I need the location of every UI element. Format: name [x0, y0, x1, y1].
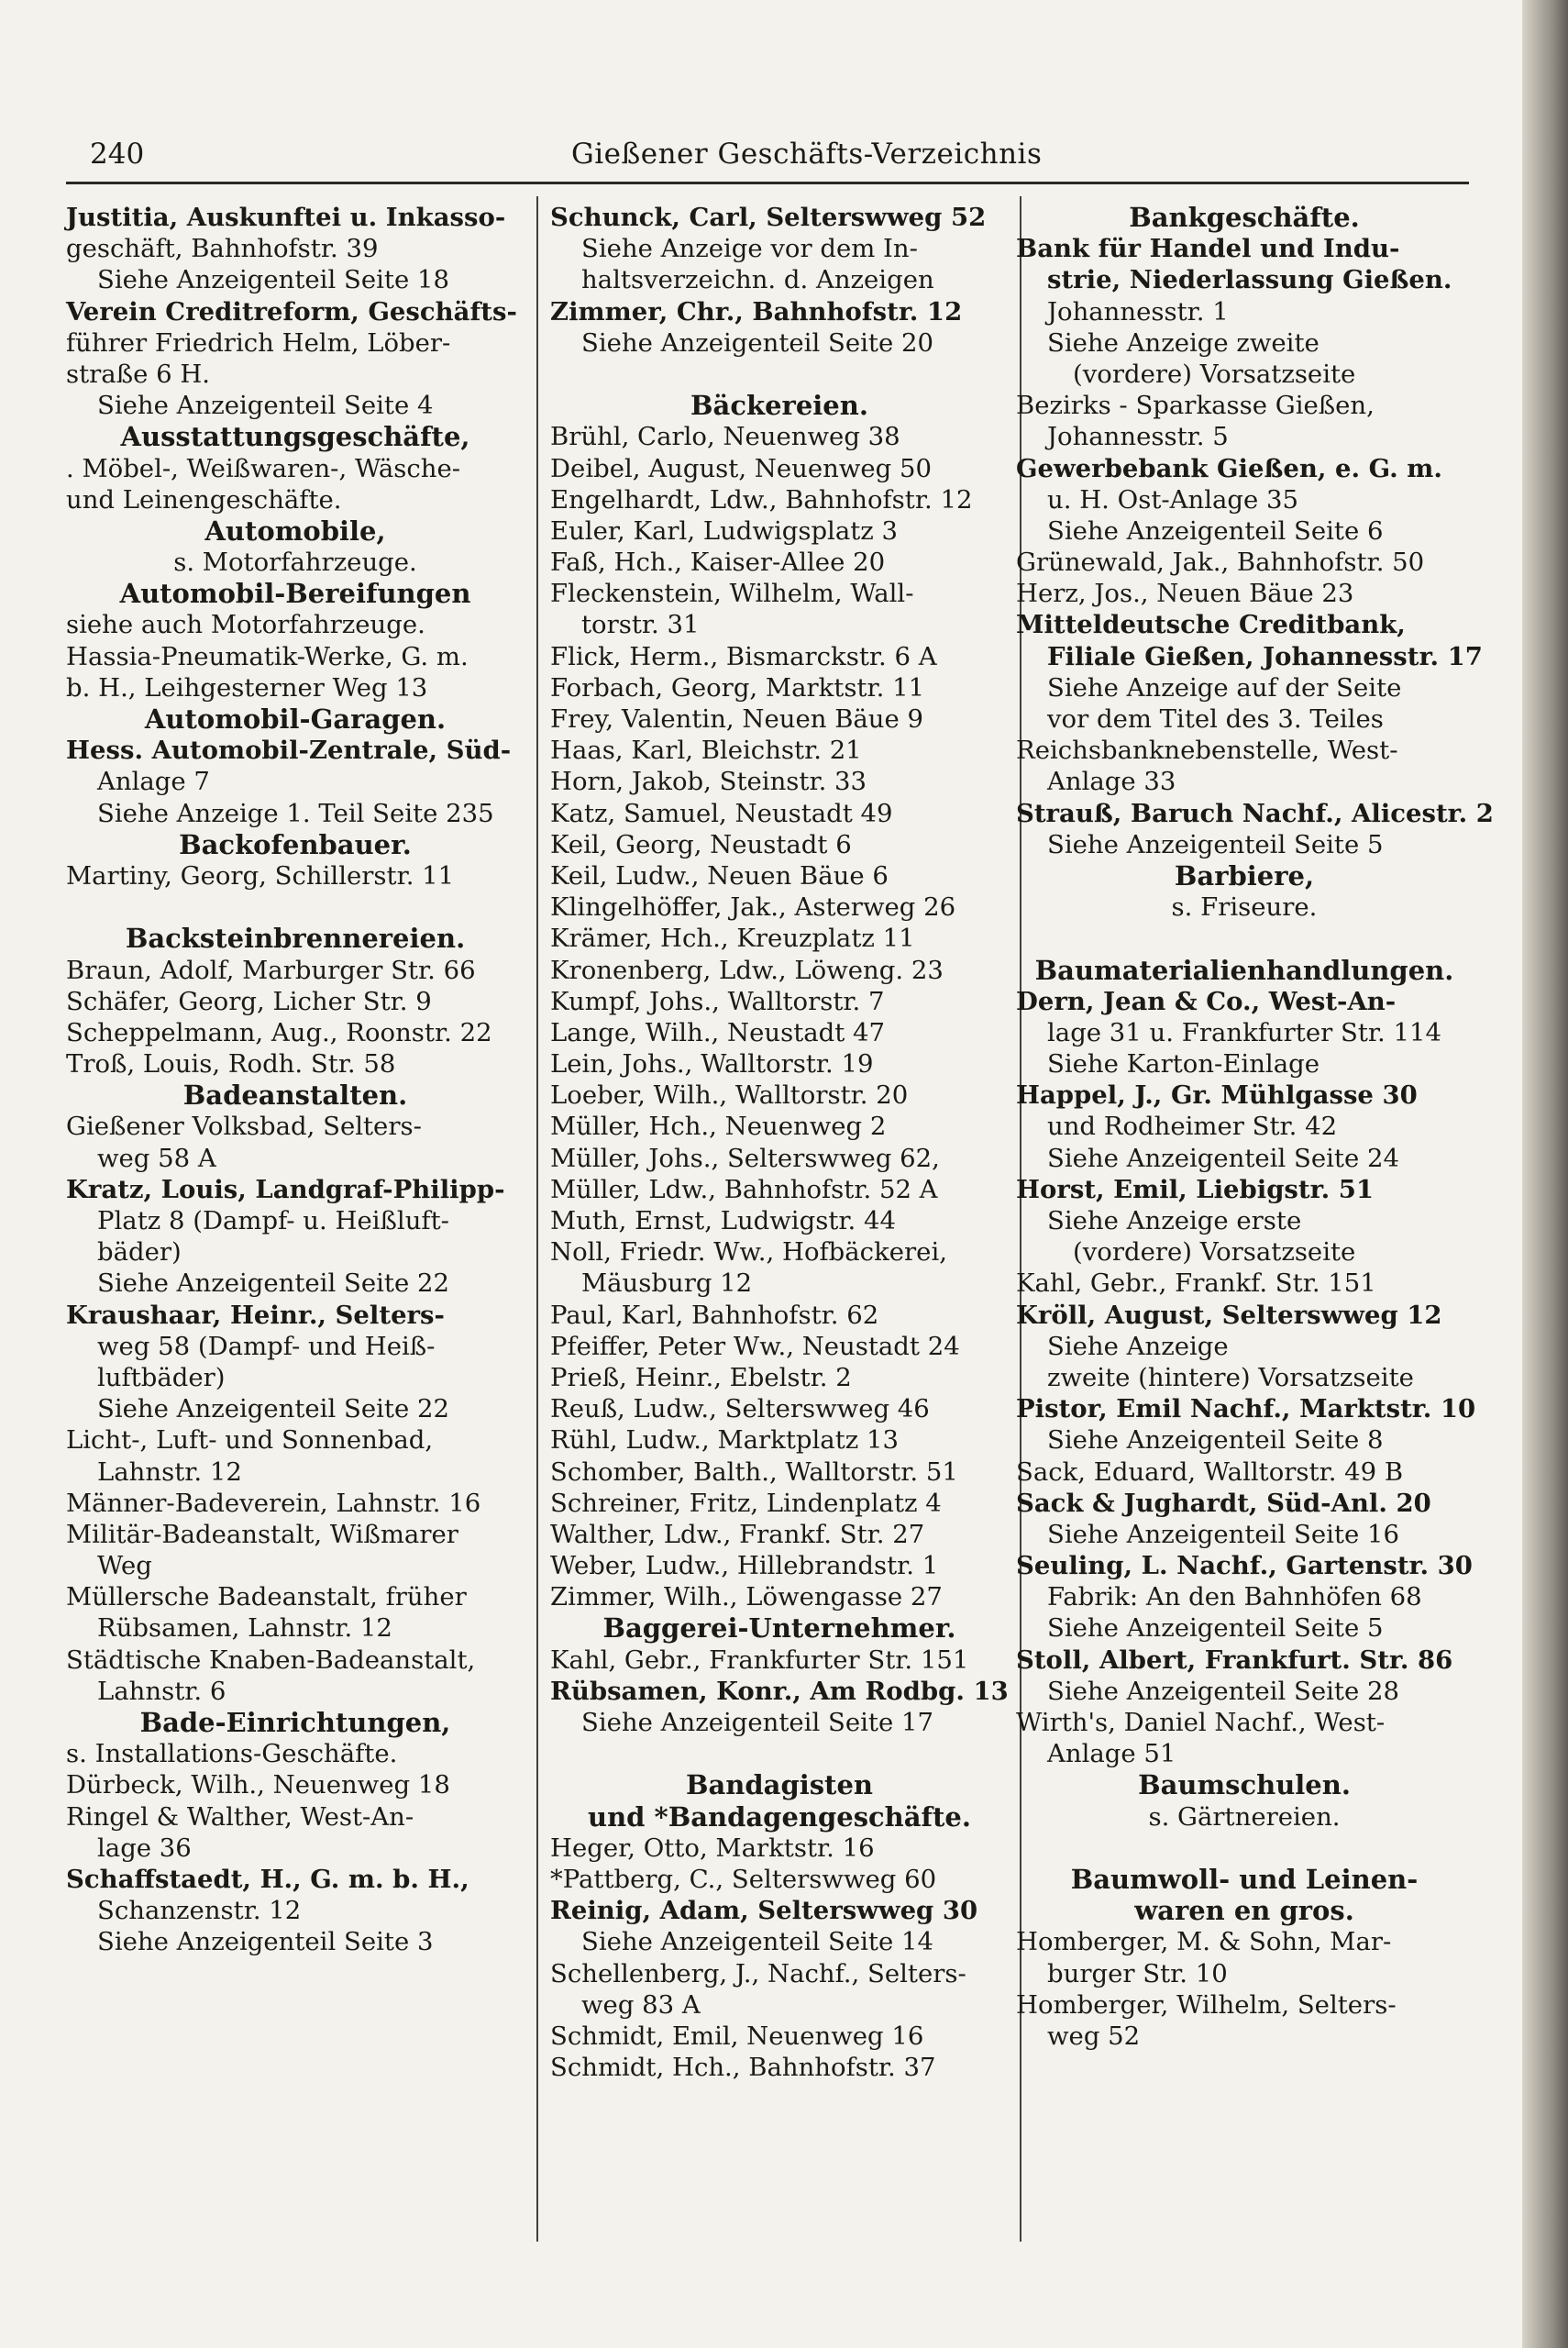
- directory-entry-line: Troß, Louis, Rodh. Str. 58: [66, 1049, 396, 1080]
- directory-entry-line: Schunck, Carl, Selterswweg 52: [550, 203, 987, 232]
- directory-entry-line: Horn, Jakob, Steinstr. 33: [550, 767, 867, 797]
- directory-entry-line: Homberger, M. & Sohn, Mar-: [1016, 1927, 1392, 1957]
- directory-entry-line: Haas, Karl, Bleichstr. 21: [550, 736, 862, 766]
- directory-entry-line: Müller, Ldw., Bahnhofstr. 52 A: [550, 1174, 938, 1204]
- spacer: [66, 892, 525, 923]
- directory-entry-line: Siehe Anzeigenteil Seite 24: [1047, 1143, 1399, 1173]
- directory-entry-line: Siehe Anzeigenteil Seite 20: [581, 327, 933, 358]
- directory-entry-line: Mitteldeutsche Creditbank,: [1016, 610, 1406, 640]
- directory-entry-line: Siehe Anzeigenteil Seite 22: [97, 1394, 449, 1424]
- section-heading: Automobile,: [204, 515, 386, 547]
- directory-entry-line: weg 52: [1047, 2021, 1141, 2051]
- directory-entry-line: Fleckenstein, Wilhelm, Wall-: [550, 579, 914, 609]
- directory-entry-line: Loeber, Wilh., Walltorstr. 20: [550, 1080, 909, 1111]
- header-rule: [66, 182, 1469, 184]
- directory-entry-line: Schäfer, Georg, Licher Str. 9: [66, 986, 432, 1016]
- directory-entry-line: Sack, Eduard, Walltorstr. 49 B: [1016, 1456, 1404, 1487]
- section-heading: Baumschulen.: [1138, 1769, 1351, 1801]
- directory-entry-line: haltsverzeichn. d. Anzeigen: [581, 265, 934, 295]
- directory-entry-line: Lahnstr. 12: [97, 1456, 242, 1487]
- directory-entry-line: strie, Niederlassung Gießen.: [1047, 265, 1452, 295]
- directory-entry-line: Braun, Adolf, Marburger Str. 66: [66, 955, 476, 985]
- directory-entry-line: s. Installations-Geschäfte.: [66, 1739, 398, 1769]
- directory-entry-line: Städtische Knaben-Badeanstalt,: [66, 1645, 476, 1675]
- directory-entry-line: Noll, Friedr. Ww., Hofbäckerei,: [550, 1237, 947, 1268]
- directory-entry-line: Herz, Jos., Neuen Bäue 23: [1016, 579, 1354, 609]
- directory-entry-line: Anlage 7: [97, 767, 210, 797]
- directory-entry-line: Siehe Anzeigenteil Seite 22: [97, 1268, 449, 1299]
- page-header: [90, 138, 1470, 176]
- directory-entry-line: Siehe Anzeige erste: [1047, 1206, 1302, 1235]
- directory-entry-line: Sack & Jughardt, Süd-Anl. 20: [1016, 1488, 1431, 1518]
- directory-entry-line: Siehe Anzeigenteil Seite 18: [97, 265, 449, 295]
- directory-entry-line: Siehe Karton-Einlage: [1047, 1049, 1320, 1080]
- directory-entry-line: Justitia, Auskunftei u. Inkasso-: [66, 203, 506, 232]
- directory-entry-line: Siehe Anzeigenteil Seite 17: [581, 1708, 933, 1737]
- directory-entry-line: (vordere) Vorsatzseite: [1073, 359, 1356, 389]
- directory-entry-line: Pfeiffer, Peter Ww., Neustadt 24: [550, 1331, 960, 1361]
- section-heading: Barbiere,: [1174, 859, 1315, 892]
- section-heading: Bandagisten: [685, 1769, 873, 1801]
- column-divider: [536, 196, 538, 2242]
- directory-entry-line: siehe auch Motorfahrzeuge.: [66, 610, 425, 640]
- directory-entry-line: Gießener Volksbad, Selters-: [66, 1112, 422, 1142]
- directory-entry-line: Pistor, Emil Nachf., Marktstr. 10: [1016, 1394, 1476, 1424]
- directory-entry-line: Deibel, August, Neuenweg 50: [550, 453, 932, 483]
- directory-entry-line: *Pattberg, C., Selterswweg 60: [550, 1864, 937, 1894]
- directory-entry-line: (vordere) Vorsatzseite: [1073, 1237, 1356, 1268]
- directory-entry-line: Schmidt, Emil, Neuenweg 16: [550, 2021, 924, 2051]
- directory-entry-line: lage 36: [97, 1833, 192, 1863]
- section-heading: Bade-Einrichtungen,: [139, 1707, 451, 1738]
- directory-entry-line: Platz 8 (Dampf- u. Heißluft-: [97, 1206, 449, 1235]
- section-heading: Automobil-Bereifungen: [119, 578, 471, 610]
- directory-entry-line: Kahl, Gebr., Frankf. Str. 151: [1016, 1268, 1376, 1299]
- page-title: Gießener Geschäfts-Verzeichnis: [571, 138, 1043, 171]
- directory-entry-line: Homberger, Wilhelm, Selters-: [1016, 1989, 1397, 2020]
- directory-column-1: [66, 202, 525, 1958]
- directory-entry-line: Strauß, Baruch Nachf., Alicestr. 2: [1016, 798, 1494, 828]
- directory-entry-line: Kraushaar, Heinr., Selters-: [66, 1300, 445, 1330]
- directory-entry-line: Siehe Anzeigenteil Seite 6: [1047, 515, 1384, 546]
- section-heading: Badeanstalten.: [182, 1080, 408, 1112]
- directory-entry-line: Faß, Hch., Kaiser-Allee 20: [550, 548, 886, 578]
- section-heading: waren en gros.: [1134, 1895, 1354, 1927]
- spacer: [1016, 923, 1473, 954]
- directory-entry-line: Stoll, Albert, Frankfurt. Str. 86: [1016, 1645, 1453, 1675]
- directory-entry-line: Happel, J., Gr. Mühlgasse 30: [1016, 1080, 1418, 1111]
- directory-entry-line: Kröll, August, Selterswweg 12: [1016, 1300, 1442, 1330]
- directory-entry-line: Euler, Karl, Ludwigsplatz 3: [550, 515, 899, 546]
- directory-entry-line: Anlage 51: [1047, 1739, 1176, 1769]
- directory-entry-line: Kratz, Louis, Landgraf-Philipp-: [66, 1174, 505, 1204]
- directory-entry-line: Johannesstr. 5: [1047, 422, 1229, 452]
- directory-entry-line: Hess. Automobil-Zentrale, Süd-: [66, 736, 512, 766]
- directory-entry-line: Wirth's, Daniel Nachf., West-: [1016, 1708, 1386, 1737]
- directory-entry-line: Katz, Samuel, Neustadt 49: [550, 798, 893, 828]
- spacer: [550, 1738, 1009, 1769]
- directory-entry-line: Horst, Emil, Liebigstr. 51: [1016, 1174, 1374, 1204]
- directory-entry-line: Rühl, Ludw., Marktplatz 13: [550, 1425, 899, 1456]
- directory-entry-line: Reuß, Ludw., Selterswweg 46: [550, 1394, 930, 1424]
- directory-entry-line: straße 6 H.: [66, 359, 211, 389]
- directory-entry-line: Siehe Anzeige auf der Seite: [1047, 672, 1402, 703]
- directory-entry-line: Krämer, Hch., Kreuzplatz 11: [550, 924, 915, 954]
- directory-column-2: [550, 202, 1009, 2083]
- directory-entry-line: . Möbel-, Weißwaren-, Wäsche-: [66, 453, 461, 483]
- directory-entry-line: Militär-Badeanstalt, Wißmarer: [66, 1519, 458, 1549]
- directory-entry-line: Walther, Ldw., Frankf. Str. 27: [550, 1519, 925, 1549]
- directory-entry-line: Prieß, Heinr., Ebelstr. 2: [550, 1362, 852, 1392]
- directory-entry-line: Scheppelmann, Aug., Roonstr. 22: [66, 1017, 492, 1047]
- directory-entry-line: Siehe Anzeige zweite: [1047, 327, 1320, 358]
- directory-entry-line: Licht-, Luft- und Sonnenbad,: [66, 1425, 434, 1456]
- directory-entry-line: Johannesstr. 1: [1047, 296, 1229, 327]
- directory-entry-line: Reinig, Adam, Selterswweg 30: [550, 1896, 978, 1926]
- directory-entry-line: Schomber, Balth., Walltorstr. 51: [550, 1456, 958, 1487]
- directory-entry-line: Ringel & Walther, West-An-: [66, 1801, 414, 1832]
- section-heading: Baumaterialienhandlungen.: [1034, 954, 1454, 986]
- section-heading: Baumwoll- und Leinen-: [1070, 1863, 1419, 1895]
- directory-entry-line: geschäft, Bahnhofstr. 39: [66, 234, 379, 264]
- directory-entry-line: Siehe Anzeigenteil Seite 28: [1047, 1676, 1399, 1706]
- directory-entry-line: Siehe Anzeigenteil Seite 3: [97, 1927, 434, 1957]
- directory-entry-line: Müller, Johs., Selterswweg 62,: [550, 1143, 940, 1173]
- directory-entry-line: Männer-Badeverein, Lahnstr. 16: [66, 1488, 481, 1518]
- directory-entry-line: burger Str. 10: [1047, 1958, 1228, 1988]
- directory-entry-line: Rübsamen, Konr., Am Rodbg. 13: [550, 1676, 1009, 1706]
- directory-entry-line: Lein, Johs., Walltorstr. 19: [550, 1049, 874, 1080]
- directory-entry-line: Klingelhöffer, Jak., Asterweg 26: [550, 892, 956, 923]
- directory-entry-line: Brühl, Carlo, Neuenweg 38: [550, 422, 900, 452]
- directory-entry-line: Hassia-Pneumatik-Werke, G. m.: [66, 641, 469, 671]
- spacer: [550, 359, 1009, 390]
- directory-entry-line: Siehe Anzeige: [1047, 1331, 1229, 1361]
- directory-entry-line: Schmidt, Hch., Bahnhofstr. 37: [550, 2053, 936, 2083]
- directory-entry-line: Forbach, Georg, Marktstr. 11: [550, 672, 925, 703]
- directory-entry-line: Schanzenstr. 12: [97, 1896, 302, 1926]
- directory-entry-line: Schellenberg, J., Nachf., Selters-: [550, 1958, 966, 1988]
- directory-entry-line: Kronenberg, Ldw., Löweng. 23: [550, 955, 944, 985]
- section-heading: Bankgeschäfte.: [1129, 202, 1360, 233]
- directory-entry-line: Paul, Karl, Bahnhofstr. 62: [550, 1300, 879, 1330]
- directory-entry-line: Verein Creditreform, Geschäfts-: [66, 296, 517, 327]
- directory-entry-line: Anlage 33: [1047, 767, 1176, 797]
- directory-entry-line: Lahnstr. 6: [97, 1676, 226, 1706]
- directory-entry-line: zweite (hintere) Vorsatzseite: [1047, 1362, 1414, 1392]
- directory-entry-line: Dern, Jean & Co., West-An-: [1016, 986, 1397, 1016]
- directory-entry-line: führer Friedrich Helm, Löber-: [66, 327, 451, 358]
- directory-entry-line: weg 58 A: [97, 1143, 216, 1173]
- directory-entry-line: Kahl, Gebr., Frankfurter Str. 151: [550, 1645, 969, 1675]
- directory-entry-line: Schaffstaedt, H., G. m. b. H.,: [66, 1864, 469, 1894]
- directory-entry-line: u. H. Ost-Anlage 35: [1047, 484, 1299, 515]
- directory-entry-line: s. Friseure.: [1171, 892, 1318, 923]
- directory-entry-line: Rübsamen, Lahnstr. 12: [97, 1613, 392, 1644]
- directory-entry-line: torstr. 31: [581, 610, 700, 640]
- directory-entry-line: vor dem Titel des 3. Teiles: [1047, 704, 1384, 734]
- section-heading: und *Bandagengeschäfte.: [588, 1800, 971, 1833]
- directory-entry-line: Fabrik: An den Bahnhöfen 68: [1047, 1582, 1422, 1612]
- directory-entry-line: Siehe Anzeigenteil Seite 14: [581, 1927, 933, 1957]
- directory-entry-line: Muth, Ernst, Ludwigstr. 44: [550, 1206, 896, 1235]
- directory-entry-line: b. H., Leihgesterner Weg 13: [66, 672, 428, 703]
- directory-entry-line: Keil, Ludw., Neuen Bäue 6: [550, 860, 889, 891]
- directory-entry-line: Mäusburg 12: [581, 1268, 753, 1299]
- directory-entry-line: luftbäder): [97, 1362, 226, 1392]
- directory-entry-line: Lange, Wilh., Neustadt 47: [550, 1017, 886, 1047]
- page-number: 240: [90, 138, 145, 171]
- directory-entry-line: Keil, Georg, Neustadt 6: [550, 829, 852, 859]
- section-heading: Backsteinbrennereien.: [125, 923, 466, 955]
- directory-entry-line: Siehe Anzeige vor dem In-: [581, 234, 918, 264]
- directory-entry-line: Heger, Otto, Marktstr. 16: [550, 1833, 875, 1863]
- directory-entry-line: Weber, Ludw., Hillebrandstr. 1: [550, 1551, 939, 1581]
- section-heading: Ausstattungsgeschäfte,: [120, 421, 470, 453]
- directory-entry-line: Grünewald, Jak., Bahnhofstr. 50: [1016, 548, 1425, 578]
- directory-entry-line: Gewerbebank Gießen, e. G. m.: [1016, 453, 1442, 483]
- directory-entry-line: Zimmer, Wilh., Löwengasse 27: [550, 1582, 943, 1612]
- directory-entry-line: Reichsbanknebenstelle, West-: [1016, 736, 1398, 766]
- directory-entry-line: s. Motorfahrzeuge.: [173, 548, 417, 578]
- directory-entry-line: Müller, Hch., Neuenweg 2: [550, 1112, 887, 1142]
- directory-entry-line: Siehe Anzeigenteil Seite 16: [1047, 1519, 1399, 1549]
- directory-entry-line: Siehe Anzeige 1. Teil Seite 235: [97, 798, 494, 828]
- directory-entry-line: Engelhardt, Ldw., Bahnhofstr. 12: [550, 484, 973, 515]
- directory-entry-line: und Leinengeschäfte.: [66, 484, 342, 515]
- directory-entry-line: Bank für Handel und Indu-: [1016, 234, 1400, 264]
- section-heading: Backofenbauer.: [179, 828, 412, 860]
- directory-entry-line: Martiny, Georg, Schillerstr. 11: [66, 860, 455, 891]
- directory-entry-line: Schreiner, Fritz, Lindenplatz 4: [550, 1488, 942, 1518]
- directory-entry-line: bäder): [97, 1237, 182, 1268]
- directory-entry-line: Weg: [97, 1551, 152, 1581]
- directory-entry-line: Siehe Anzeigenteil Seite 5: [1047, 829, 1384, 859]
- directory-entry-line: Bezirks - Sparkasse Gießen,: [1016, 391, 1375, 421]
- directory-entry-line: und Rodheimer Str. 42: [1047, 1112, 1338, 1142]
- directory-entry-line: s. Gärtnereien.: [1148, 1801, 1341, 1832]
- directory-entry-line: Siehe Anzeigenteil Seite 8: [1047, 1425, 1384, 1456]
- directory-entry-line: Zimmer, Chr., Bahnhofstr. 12: [550, 296, 963, 327]
- directory-entry-line: lage 31 u. Frankfurter Str. 114: [1047, 1017, 1441, 1047]
- page-edge: [1522, 0, 1568, 2348]
- spacer: [1016, 1833, 1473, 1864]
- directory-entry-line: Seuling, L. Nachf., Gartenstr. 30: [1016, 1551, 1473, 1581]
- directory-column-3: [1016, 202, 1494, 2052]
- directory-entry-line: Siehe Anzeigenteil Seite 4: [97, 391, 434, 421]
- directory-entry-line: Flick, Herm., Bismarckstr. 6 A: [550, 641, 937, 671]
- directory-entry-line: Dürbeck, Wilh., Neuenweg 18: [66, 1770, 450, 1800]
- section-heading: Automobil-Garagen.: [144, 703, 447, 735]
- directory-entry-line: Kumpf, Johs., Walltorstr. 7: [550, 986, 885, 1016]
- section-heading: Bäckereien.: [690, 390, 868, 422]
- directory-entry-line: Müllersche Badeanstalt, früher: [66, 1582, 467, 1612]
- directory-entry-line: Siehe Anzeigenteil Seite 5: [1047, 1613, 1384, 1644]
- directory-entry-line: Filiale Gießen, Johannesstr. 17: [1047, 641, 1483, 671]
- directory-entry-line: weg 83 A: [581, 1989, 701, 2020]
- directory-entry-line: weg 58 (Dampf- und Heiß-: [97, 1331, 436, 1361]
- section-heading: Baggerei-Unternehmer.: [602, 1612, 956, 1645]
- directory-entry-line: Frey, Valentin, Neuen Bäue 9: [550, 704, 924, 734]
